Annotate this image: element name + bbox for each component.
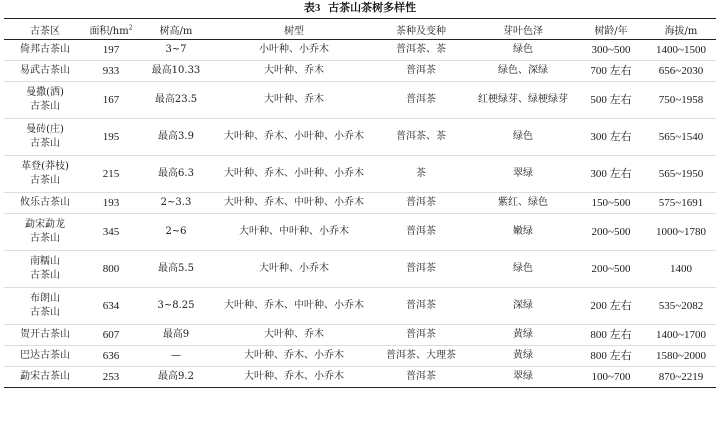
altitude-cell: 535~2082: [646, 288, 716, 325]
age-cell: 800 左右: [576, 325, 646, 346]
area-cell: 607: [86, 325, 136, 346]
table-row: [4, 119, 716, 156]
height-cell: 2~6: [136, 214, 216, 251]
table-row: [4, 346, 716, 367]
col-header-altitude: 海拔/m: [646, 19, 716, 40]
leaf-color-cell: 翠绿: [470, 156, 576, 193]
leaf-color-cell: 紫红、绿色: [470, 193, 576, 214]
region-cell: [4, 40, 86, 61]
height-cell: 最高9: [136, 325, 216, 346]
altitude-cell: 1400~1700: [646, 325, 716, 346]
leaf-color-cell: 绿色、深绿: [470, 61, 576, 82]
table-row: [4, 61, 716, 82]
leaf-color-cell: 红梗绿芽、绿梗绿芽: [470, 82, 576, 119]
region-name-line: 巴达古茶山: [20, 350, 70, 361]
form-cell: 大叶种、小乔木: [216, 251, 372, 288]
tea-diversity-table: [4, 18, 716, 388]
altitude-cell: 750~1958: [646, 82, 716, 119]
table-row: [4, 325, 716, 346]
area-cell: 167: [86, 82, 136, 119]
age-cell: 200 左右: [576, 288, 646, 325]
table-row: [4, 82, 716, 119]
altitude-cell: 1400~1500: [646, 40, 716, 61]
table-row: [4, 193, 716, 214]
form-cell: 大叶种、乔木: [216, 82, 372, 119]
variety-cell: 普洱茶: [372, 367, 470, 388]
form-cell: 大叶种、乔木、中叶种、小乔木: [216, 288, 372, 325]
area-cell: 193: [86, 193, 136, 214]
region-name-line: 古茶山: [30, 307, 60, 318]
leaf-color-cell: 绿色: [470, 40, 576, 61]
form-cell: 大叶种、乔木: [216, 61, 372, 82]
variety-cell: 普洱茶、大理茶: [372, 346, 470, 367]
table-caption: [0, 0, 720, 16]
region-name-line: 攸乐古茶山: [20, 197, 70, 208]
height-cell: 最高5.5: [136, 251, 216, 288]
area-cell: 636: [86, 346, 136, 367]
age-cell: 500 左右: [576, 82, 646, 119]
header-row: [4, 19, 716, 40]
table-row: [4, 288, 716, 325]
col-header-region: 古茶区: [4, 19, 86, 40]
region-name-line: 倚邦古茶山: [20, 44, 70, 55]
age-cell: 100~700: [576, 367, 646, 388]
col-header-leaf-color: 芽叶色泽: [470, 19, 576, 40]
altitude-cell: 575~1691: [646, 193, 716, 214]
region-cell: [4, 61, 86, 82]
table-row: [4, 251, 716, 288]
height-cell: 3~8.25: [136, 288, 216, 325]
leaf-color-cell: 绿色: [470, 119, 576, 156]
height-cell: 2~3.3: [136, 193, 216, 214]
area-cell: 345: [86, 214, 136, 251]
col-header-variety: 茶种及变种: [372, 19, 470, 40]
region-name-line: 勐宋勐龙: [25, 219, 65, 230]
age-cell: 200~500: [576, 214, 646, 251]
form-cell: 大叶种、乔木、小乔木: [216, 346, 372, 367]
region-cell: [4, 82, 86, 119]
leaf-color-cell: 翠绿: [470, 367, 576, 388]
age-cell: 300 左右: [576, 119, 646, 156]
leaf-color-cell: 黄绿: [470, 325, 576, 346]
area-cell: 215: [86, 156, 136, 193]
region-cell: [4, 193, 86, 214]
region-cell: [4, 251, 86, 288]
age-cell: 150~500: [576, 193, 646, 214]
region-name-line: 南糯山: [30, 256, 60, 267]
form-cell: 大叶种、乔木、中叶种、小乔木: [216, 193, 372, 214]
area-cell: 800: [86, 251, 136, 288]
height-cell: 最高10.33: [136, 61, 216, 82]
table-row: [4, 40, 716, 61]
altitude-cell: 1400: [646, 251, 716, 288]
region-cell: [4, 214, 86, 251]
leaf-color-cell: 深绿: [470, 288, 576, 325]
height-cell: 3~7: [136, 40, 216, 61]
table-body: [4, 40, 716, 388]
area-cell: 933: [86, 61, 136, 82]
region-name-line: 曼撒(洒): [26, 87, 64, 98]
area-cell: 195: [86, 119, 136, 156]
col-header-height: 树高/m: [136, 19, 216, 40]
leaf-color-cell: 绿色: [470, 251, 576, 288]
variety-cell: 普洱茶、茶: [372, 119, 470, 156]
region-cell: [4, 346, 86, 367]
region-cell: [4, 156, 86, 193]
age-cell: 300~500: [576, 40, 646, 61]
region-name-line: 古茶山: [30, 233, 60, 244]
col-header-form: 树型: [216, 19, 372, 40]
table-row: [4, 156, 716, 193]
height-cell: 最高6.3: [136, 156, 216, 193]
leaf-color-cell: 黄绿: [470, 346, 576, 367]
height-cell: 最高9.2: [136, 367, 216, 388]
form-cell: 小叶种、小乔木: [216, 40, 372, 61]
leaf-color-cell: 嫩绿: [470, 214, 576, 251]
region-cell: [4, 119, 86, 156]
variety-cell: 普洱茶、茶: [372, 40, 470, 61]
age-cell: 800 左右: [576, 346, 646, 367]
form-cell: 大叶种、乔木: [216, 325, 372, 346]
variety-cell: 普洱茶: [372, 61, 470, 82]
age-cell: 300 左右: [576, 156, 646, 193]
variety-cell: 普洱茶: [372, 193, 470, 214]
altitude-cell: 565~1540: [646, 119, 716, 156]
form-cell: 大叶种、乔木、小叶种、小乔木: [216, 156, 372, 193]
variety-cell: 普洱茶: [372, 251, 470, 288]
region-cell: [4, 288, 86, 325]
region-name-line: 古茶山: [30, 101, 60, 112]
region-name-line: 古茶山: [30, 175, 60, 186]
table-number: 表3: [303, 2, 321, 14]
altitude-cell: 1580~2000: [646, 346, 716, 367]
variety-cell: 茶: [372, 156, 470, 193]
variety-cell: 普洱茶: [372, 214, 470, 251]
altitude-cell: 656~2030: [646, 61, 716, 82]
height-cell: 最高23.5: [136, 82, 216, 119]
region-name-line: 布朗山: [30, 293, 60, 304]
region-name-line: 易武古茶山: [20, 65, 70, 76]
variety-cell: 普洱茶: [372, 325, 470, 346]
table-title: 古茶山茶树多样性: [328, 1, 417, 14]
region-cell: [4, 367, 86, 388]
area-cell: 253: [86, 367, 136, 388]
table-row: [4, 214, 716, 251]
table-row: [4, 367, 716, 388]
age-cell: 700 左右: [576, 61, 646, 82]
form-cell: 大叶种、乔木、小乔木: [216, 367, 372, 388]
col-header-age: 树龄/年: [576, 19, 646, 40]
region-name-line: 革登(莽枝): [21, 161, 69, 172]
altitude-cell: 1000~1780: [646, 214, 716, 251]
age-cell: 200~500: [576, 251, 646, 288]
form-cell: 大叶种、乔木、小叶种、小乔木: [216, 119, 372, 156]
height-cell: 最高3.9: [136, 119, 216, 156]
region-name-line: 勐宋古茶山: [20, 371, 70, 382]
variety-cell: 普洱茶: [372, 288, 470, 325]
area-cell: 197: [86, 40, 136, 61]
region-name-line: 古茶山: [30, 270, 60, 281]
height-cell: —: [136, 346, 216, 367]
form-cell: 大叶种、中叶种、小乔木: [216, 214, 372, 251]
region-name-line: 贺开古茶山: [20, 329, 70, 340]
area-cell: 634: [86, 288, 136, 325]
region-name-line: 古茶山: [30, 138, 60, 149]
col-header-area: 面积$/hm^2$: [86, 19, 136, 40]
region-name-line: 曼砖(庄): [26, 124, 64, 135]
altitude-cell: 565~1950: [646, 156, 716, 193]
variety-cell: 普洱茶: [372, 82, 470, 119]
region-cell: [4, 325, 86, 346]
altitude-cell: 870~2219: [646, 367, 716, 388]
